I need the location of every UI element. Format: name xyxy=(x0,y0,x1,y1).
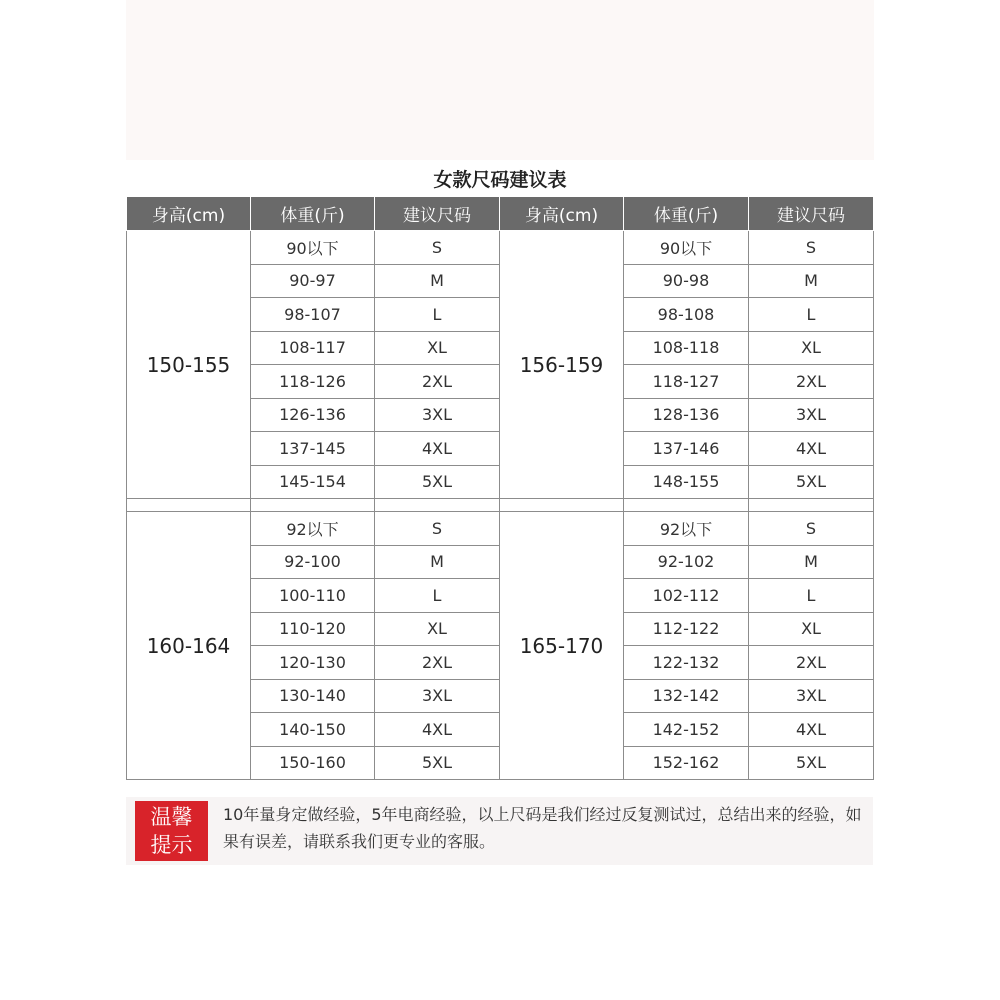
size-cell: L xyxy=(375,298,500,332)
size-cell: 4XL xyxy=(375,713,500,747)
size-cell: 5XL xyxy=(375,465,500,499)
header-size-left: 建议尺码 xyxy=(375,197,500,231)
table-header-row xyxy=(127,197,874,231)
size-cell: M xyxy=(749,264,874,298)
tip-badge-line2: 提示 xyxy=(150,833,193,857)
weight-cell: 137-146 xyxy=(624,432,749,466)
header-size-right: 建议尺码 xyxy=(749,197,874,231)
weight-cell: 145-154 xyxy=(251,465,375,499)
size-cell: L xyxy=(375,579,500,613)
spacer-row xyxy=(127,499,874,512)
size-cell: S xyxy=(749,231,874,265)
size-cell: 2XL xyxy=(375,646,500,680)
weight-cell: 92-100 xyxy=(251,545,375,579)
size-cell: S xyxy=(749,512,874,546)
size-cell: 5XL xyxy=(749,465,874,499)
weight-cell: 90以下 xyxy=(624,231,749,265)
weight-cell: 90-98 xyxy=(624,264,749,298)
height-range-cell: 150-155 xyxy=(127,231,251,499)
size-cell: M xyxy=(375,264,500,298)
height-range-cell: 160-164 xyxy=(127,512,251,780)
size-cell: L xyxy=(749,298,874,332)
size-cell: 2XL xyxy=(749,365,874,399)
height-range-cell: 156-159 xyxy=(500,231,624,499)
weight-cell: 90-97 xyxy=(251,264,375,298)
size-cell: S xyxy=(375,512,500,546)
tip-badge xyxy=(135,801,208,861)
spacer-cell xyxy=(500,499,624,512)
header-weight-left: 体重(斤) xyxy=(251,197,375,231)
size-cell: 4XL xyxy=(749,713,874,747)
size-cell: 3XL xyxy=(749,679,874,713)
weight-cell: 137-145 xyxy=(251,432,375,466)
weight-cell: 148-155 xyxy=(624,465,749,499)
size-cell: 3XL xyxy=(375,398,500,432)
weight-cell: 140-150 xyxy=(251,713,375,747)
size-chart-table xyxy=(126,196,874,780)
size-cell: 5XL xyxy=(375,746,500,780)
size-cell: XL xyxy=(749,331,874,365)
weight-cell: 150-160 xyxy=(251,746,375,780)
table-title: 女款尺码建议表 xyxy=(433,169,567,191)
header-weight-right: 体重(斤) xyxy=(624,197,749,231)
weight-cell: 98-107 xyxy=(251,298,375,332)
weight-cell: 92以下 xyxy=(624,512,749,546)
spacer-cell xyxy=(624,499,749,512)
size-cell: 3XL xyxy=(375,679,500,713)
tip-box xyxy=(126,797,873,865)
tip-text: 10年量身定做经验，5年电商经验，以上尺码是我们经过反复测试过，总结出来的经验，如果有误差，请联系我们更专业的客服。 xyxy=(223,805,862,851)
weight-cell: 120-130 xyxy=(251,646,375,680)
size-cell: 3XL xyxy=(749,398,874,432)
top-banner-image xyxy=(126,0,874,160)
size-cell: XL xyxy=(375,331,500,365)
size-cell: 4XL xyxy=(375,432,500,466)
weight-cell: 100-110 xyxy=(251,579,375,613)
spacer-cell xyxy=(749,499,874,512)
weight-cell: 92以下 xyxy=(251,512,375,546)
table-row xyxy=(127,512,874,546)
weight-cell: 92-102 xyxy=(624,545,749,579)
size-cell: 4XL xyxy=(749,432,874,466)
weight-cell: 102-112 xyxy=(624,579,749,613)
weight-cell: 132-142 xyxy=(624,679,749,713)
size-cell: XL xyxy=(375,612,500,646)
weight-cell: 108-118 xyxy=(624,331,749,365)
size-cell: S xyxy=(375,231,500,265)
weight-cell: 142-152 xyxy=(624,713,749,747)
size-cell: 5XL xyxy=(749,746,874,780)
spacer-cell xyxy=(375,499,500,512)
size-cell: 2XL xyxy=(375,365,500,399)
spacer-cell xyxy=(127,499,251,512)
table-row xyxy=(127,231,874,265)
weight-cell: 98-108 xyxy=(624,298,749,332)
spacer-cell xyxy=(251,499,375,512)
tip-badge-line1: 温馨 xyxy=(150,805,193,829)
weight-cell: 128-136 xyxy=(624,398,749,432)
weight-cell: 122-132 xyxy=(624,646,749,680)
weight-cell: 126-136 xyxy=(251,398,375,432)
header-height-left: 身高(cm) xyxy=(127,197,251,231)
size-cell: L xyxy=(749,579,874,613)
size-cell: 2XL xyxy=(749,646,874,680)
size-cell: M xyxy=(375,545,500,579)
weight-cell: 118-127 xyxy=(624,365,749,399)
weight-cell: 152-162 xyxy=(624,746,749,780)
weight-cell: 118-126 xyxy=(251,365,375,399)
weight-cell: 108-117 xyxy=(251,331,375,365)
weight-cell: 130-140 xyxy=(251,679,375,713)
size-cell: XL xyxy=(749,612,874,646)
height-range-cell: 165-170 xyxy=(500,512,624,780)
weight-cell: 110-120 xyxy=(251,612,375,646)
table-body xyxy=(127,231,874,780)
weight-cell: 112-122 xyxy=(624,612,749,646)
header-height-right: 身高(cm) xyxy=(500,197,624,231)
weight-cell: 90以下 xyxy=(251,231,375,265)
size-cell: M xyxy=(749,545,874,579)
